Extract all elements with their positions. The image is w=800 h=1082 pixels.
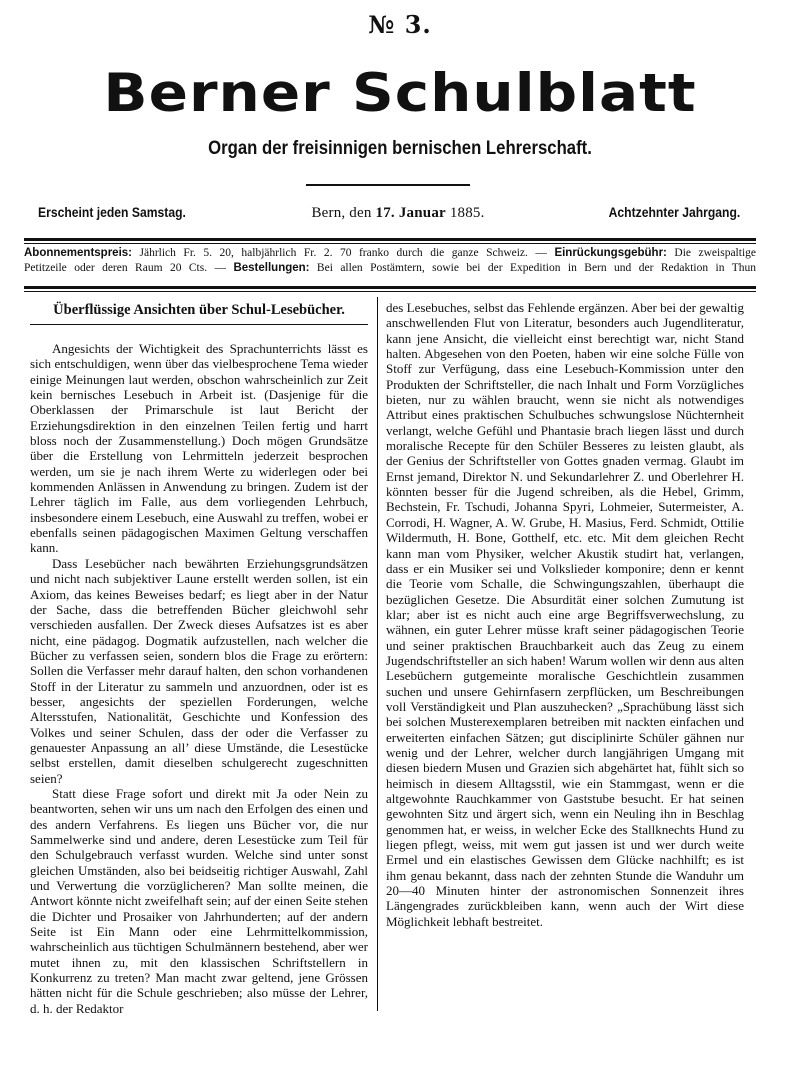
article-paragraph: des Lesebuches, selbst das Fehlende ergänzen. Aber bei der gewaltig anschwellenden Flut von Literatur, besonders auch Jugendliteratur, kann jene Ansicht, die vielleicht einst berechtigt war, nicht Stand halten. Abgesehen von den Poeten, haben wir eine solche Fülle von Stoff zur Verfügung, dass eine Lesebuch-Kommission unter den Produkten der Schriftsteller, die nach Inhalt und Form Vorzügliches bieten, nur zu wählen braucht, wenn sie nicht als notwendiges Attribut eines praktischen Schulbuches schwungslose Nüchternheit verlangt, welche Gefühl und Phantasie brach liegen lässt und durch moralische Recepte für den Schüler Besseres zu leisten glaubt, als der Genius der Schriftsteller von Gottes gnaden vermag. Glaubt im Ernst jemand, Direktor N. und Sekundarlehrer Z. und Oberlehrer H. könnten besser für die Jugend schreiben, als die Hebel, Grimm, Bechstein, Fr. Tschudi, Johanna Spyri, Lohmeier, Sutermeister, A. Corrodi, H. Wagner, A. W. Grube, H. Masius, Ferd. Schmidt, Ottilie Wildermuth, H. Bone, Gotthelf, etc. etc. Mit dem gleichen Recht kann man vom Physiker, welcher Akustik studirt hat, verlangen, dass er ein Musiker sei und Volkslieder komponire; denn er kennt die Teorie vom Schalle, die Schwingungszahlen, überhaupt die bezüglichen Gesetze. Die Absurdität einer solchen Zumutung ist klar; aber ist es nicht auch eine arge Begriffsverwechslung, zu wähnen, ein guter Lehrer müsse kraft seiner pädagogischen Teorie und seiner praktischen Brauchbarkeit auch das Zeug zu einem Jugendschriftsteller an sich haben! Warum wollen wir denn aus alten Lesebüchern gutgemeinte moralische Geschichtlein zusammen suchen und unsere Gehirnfasern zerpflücken, um Beschreibungen voll Verständigkeit und Plan auszuhecken? „Sprachübung lässt sich bei solchen Musterexemplaren betreiben mit nackten einfachen und erweiterten einfachen Sätzen; gut disciplinirte Schüler gähnen nur wenig und der Lehrer, welcher durch langjährigen Umgang mit diesen biedern Musen und Grazien sich abgehärtet hat, fühlt sich so heimisch in diesem Alltagsstil, wie ein Stammgast, wenn er die altgewohnte Rauchkammer von Gaststube besucht. Er hat seinen gewohnten Sitz und ärgert sich, wenn ein Neuling ihn in Beschlag genommen hat, er weiss, in welcher Ecke des Stallknechts Hund zu liegen pflegt, weiss, mit wem gut jassen ist und wer durch weite Ermel und ein elastisches Gewissen dem Glücke nachhilft; es ist ihm genau bekannt, dass nach der zehnten Stunde die Wanduhr um 20—40 Minuten hinter der astronomischen Sonnenzeit ihres Längengrades zurückbleiben kann, wenn auch der Wirt diese Möglichkeit lebhaft bestreitet.: [386, 300, 744, 929]
orders-label: Bestellungen:: [233, 262, 310, 274]
insertion-fee-text-cont: Petitzeile oder deren Raum 20 Cts. —: [24, 262, 234, 274]
header-rule-top: [24, 238, 756, 244]
article-paragraph: Angesichts der Wichtigkeit des Sprachunterrichts lässt es sich entschuldigen, wenn über das vielbesprochene Tema wieder einige Meinungen laut werden, obschon wahrscheinlich zur Zeit kein bernisches Lesebuch in Arbeit ist. (Dasjenige für die Oberklassen der Primarschule ist laut Bericht der Erziehungsdirektion in den einzelnen Teilen fertig und harrt bloss noch der Zusammenstellung.) Doch mögen Grundsätze über die Erstellung von Lehrmitteln jederzeit besprochen werden, um sie je nach ihrem Werte zu widerlegen oder bei kommenden Anlässen in Anwendung zu bringen. Zudem ist der Lehrer täglich im Falle, aus dem vorliegenden Lehrbuch, insbesondere einem Lesebuch, eine Auswahl zu treffen, wobei er ebenfalls seinen pädagogischen Maximen Geltung verschaffen kann.: [30, 341, 368, 556]
article-title-rule: [30, 324, 368, 325]
info-row: [38, 205, 740, 222]
publication-frequency: Erscheint jeden Samstag.: [38, 205, 186, 220]
masthead-subtitle: Organ der freisinnigen bernischen Lehrerschaft.: [208, 138, 592, 159]
header-rule-bottom: [24, 286, 756, 292]
orders-text: Bei allen Postämtern, sowie bei der Expedition in Bern und der Redaktion in Thun: [309, 262, 756, 274]
subscription-price-text: Jährlich Fr. 5. 20, halbjährlich Fr. 2. 70 franko durch die ganze Schweiz. —: [132, 247, 555, 259]
date-day-month: 17. Januar: [375, 205, 446, 221]
article-paragraph: Dass Lesebücher nach bewährten Erziehungsgrundsätzen und nicht nach subjektiver Laune erstellt werden sollen, ist ein Axiom, das keines Beweises bedarf; es liegt aber in der Natur der Sache, dass die betreffenden Bücher gleichwohl sehr verschieden ausfallen. Der Zweck dieses Aufsatzes ist es aber nicht, eine pädagog. Dogmatik aufzustellen, nach welcher die Bücher zu verfassen seien, sondern blos die Frage zu erörtern: Sollen die Verfasser mehr darauf halten, den schon vorhandenen Stoff in der Literatur zu sammeln und anzuordnen, oder ist es besser, angesichts der speziellen Forderungen, welche Altersstufen, Nationalität, Geschichte und Konfession des Volkes und seiner Schulen, dass der oder die Verfasser zu genauester Anpassung an all’ diese Umstände, die Lesestücke selbst erstellen, damit dieselben schulgerecht zugeschnitten seien?: [30, 555, 368, 786]
publication-date: [311, 205, 484, 222]
article-column-left: [30, 300, 368, 1016]
masthead-divider: [306, 184, 470, 186]
article-column-right: [386, 300, 744, 929]
insertion-fee-text: Die zweispaltige: [666, 247, 756, 259]
volume-year: Achtzehnter Jahrgang.: [608, 205, 740, 220]
subscription-info: [24, 246, 756, 276]
date-year: 1885.: [445, 205, 485, 221]
subscription-label: Abonnementspreis:: [24, 247, 132, 259]
article-paragraph: Statt diese Frage sofort und direkt mit Ja oder Nein zu beantworten, sehen wir uns um nach den Erfolgen des einen und des andern Verfahrens. Es liegen uns Bücher vor, die nur Sammelwerke sind und andere, deren Lesestücke zum Teil für den Schulgebrauch verfasst wurden. Welche sind unter sonst gleichen Umständen, also bei beidseitig richtiger Auswahl, Zahl und Verwertung die vorzüglicheren? Man sollte meinen, die Antwort könnte nicht zweifelhaft sein; auf der einen Seite stehen die Dichter und Prosaiker von Jahrhunderten; auf der andern Seite ist Ein Mann oder eine Lehrmittelkommission, wahrscheinlich aus tüchtigen Schulmännern bestehend, aber wer mutet ihnen zu, mit den klassischen Schriftstellern in Konkurrenz zu treten? Man macht zwar geltend, jene Grössen hätten nicht für die Schule geschrieben; also müsse der Lehrer, d. h. der Redaktor: [30, 785, 368, 1016]
insertion-fee-label: Einrückungsgebühr:: [554, 247, 667, 259]
issue-number: № 3.: [368, 10, 432, 39]
masthead-title: Berner Schulblatt: [103, 62, 697, 124]
column-divider: [377, 297, 378, 1011]
article-title: Überflüssige Ansichten über Schul-Lesebücher.: [53, 302, 345, 318]
date-prefix: Bern, den: [311, 205, 376, 221]
